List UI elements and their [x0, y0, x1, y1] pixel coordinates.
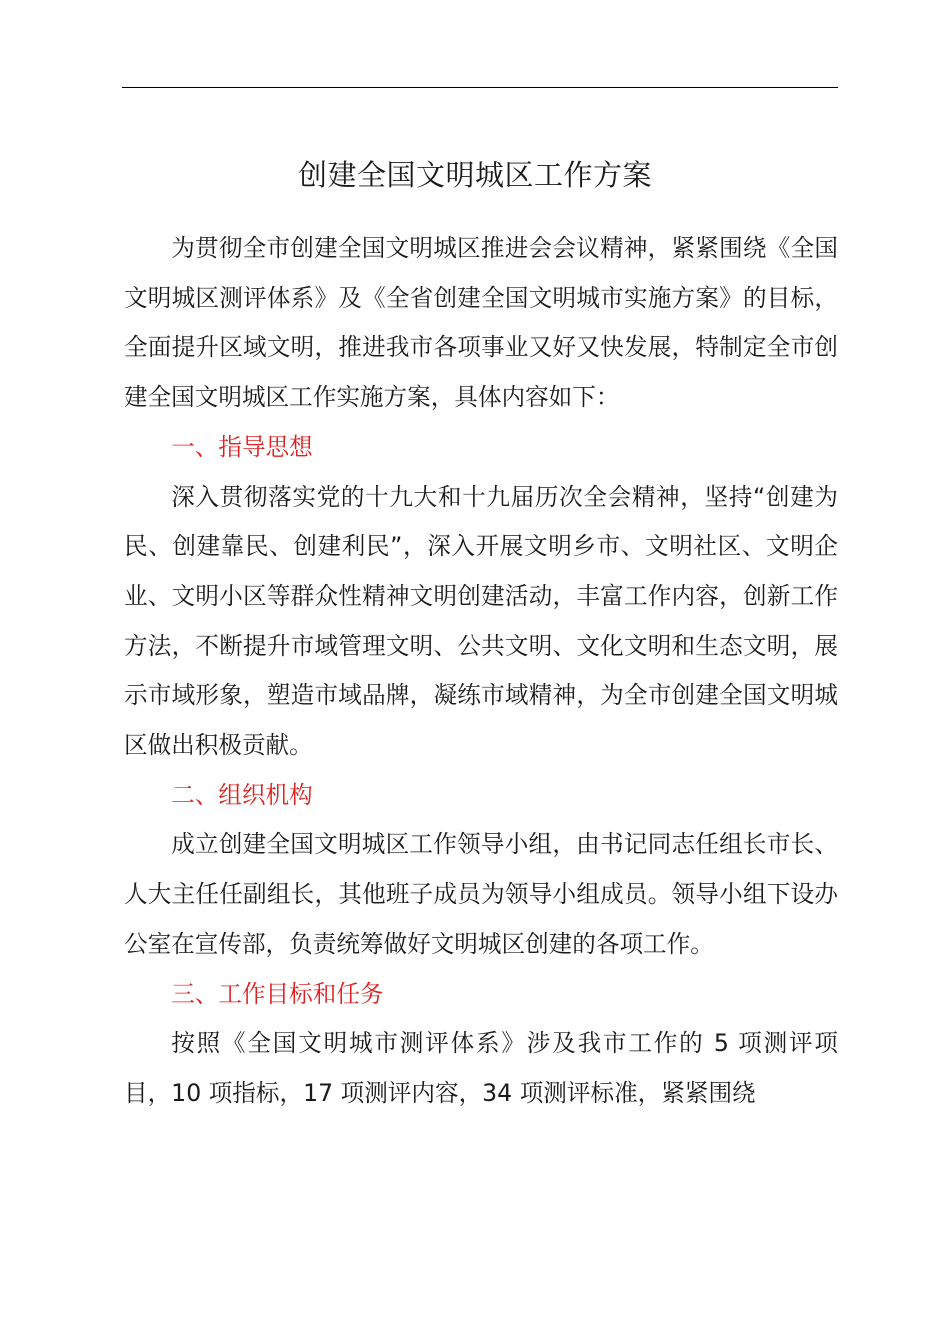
section-paragraph-guiding-ideology: 深入贯彻落实党的十九大和十九届历次全会精神，坚持“创建为民、创建靠民、创建利民”，深入开展文明乡市、文明社区、文明企业、文明小区等群众性精神文明创建活动，丰富工作内容，创新工作方法，不断提升市域管理文明、公共文明、文化文明和生态文明，展示市域形象，塑造市域品牌，凝练市域精神，为全市创建全国文明城区做出积极贡献。	[124, 482, 838, 760]
section-paragraph-goals-tasks: 按照《全国文明城市测评体系》涉及我市工作的 5 项测评项目，10 项指标，17 项测评内容，34 项测评标准，紧紧围绕	[124, 1029, 838, 1107]
section-heading-organization: 二、组织机构	[171, 780, 313, 809]
header-rule	[122, 87, 838, 88]
intro-paragraph: 为贯彻全市创建全国文明城区推进会会议精神，紧紧围绕《全国文明城区测评体系》及《全省创建全国文明城市实施方案》的目标，全面提升区域文明，推进我市各项事业又好又快发展，特制定全市创建全国文明城区工作实施方案，具体内容如下：	[124, 234, 838, 412]
document-body	[124, 224, 838, 1119]
section-heading-goals-tasks: 三、工作目标和任务	[171, 979, 384, 1008]
section-heading-guiding-ideology: 一、指导思想	[171, 432, 313, 461]
section-paragraph-organization: 成立创建全国文明城区工作领导小组，由书记同志任组长市长、人大主任任副组长，其他班子成员为领导小组成员。领导小组下设办公室在宣传部，负责统筹做好文明城区创建的各项工作。	[124, 830, 838, 958]
document-title: 创建全国文明城区工作方案	[297, 158, 652, 192]
